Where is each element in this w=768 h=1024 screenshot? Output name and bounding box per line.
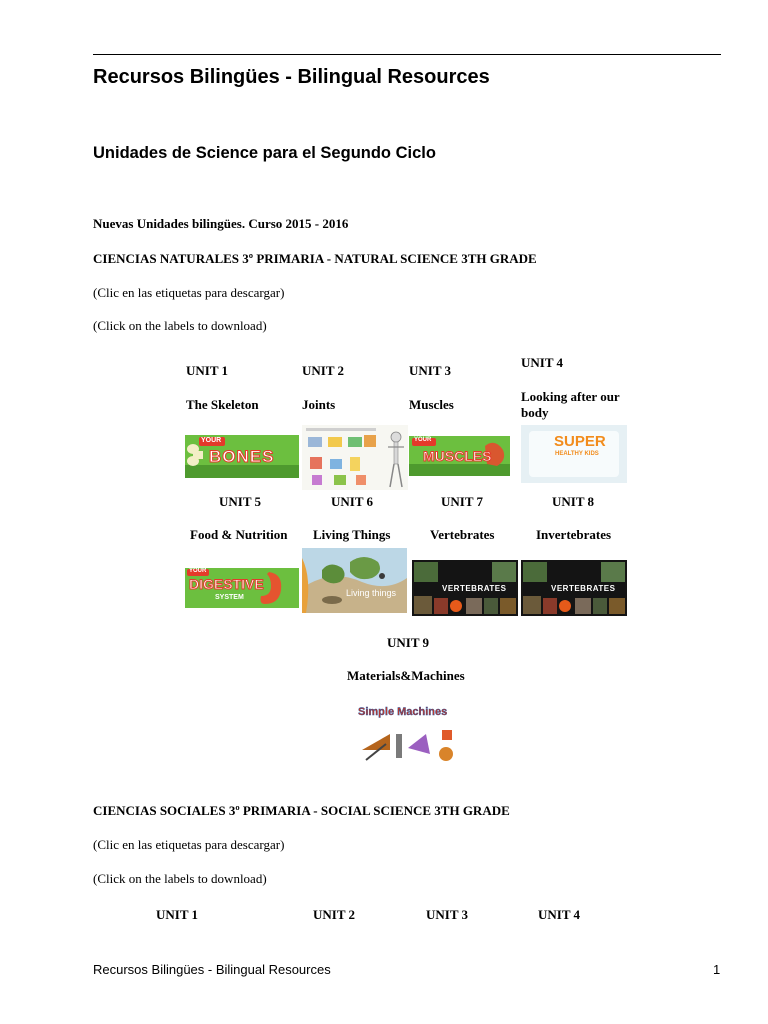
- unit-5-topic[interactable]: Food & Nutrition: [190, 527, 288, 542]
- unit-4-thumbnail[interactable]: [521, 425, 627, 483]
- social-unit-2-label[interactable]: UNIT 2: [313, 907, 356, 922]
- unit-8-label[interactable]: UNIT 8: [552, 494, 595, 509]
- unit-1-label[interactable]: UNIT 1: [186, 363, 229, 378]
- unit-4-topic[interactable]: Looking after our body: [521, 389, 620, 420]
- natural-note-en: (Click on the labels to download): [93, 318, 267, 333]
- unit-1-thumb-tag: YOUR: [201, 437, 222, 444]
- unit-7-thumb-text: VERTEBRATES: [442, 584, 507, 593]
- unit-1-topic[interactable]: The Skeleton: [186, 397, 259, 412]
- course-line: Nuevas Unidades bilingües. Curso 2015 - 2016: [93, 216, 349, 231]
- unit-7-thumbnail[interactable]: [412, 560, 518, 616]
- social-unit-3-label[interactable]: UNIT 3: [426, 907, 469, 922]
- natural-note-es: (Clic en las etiquetas para descargar): [93, 285, 285, 300]
- unit-2-thumbnail[interactable]: [302, 425, 408, 490]
- joints-diagram-icon: [302, 425, 408, 490]
- unit-7-label[interactable]: UNIT 7: [441, 494, 484, 509]
- unit-8-topic[interactable]: Invertebrates: [536, 527, 612, 542]
- natural-science-heading: CIENCIAS NATURALES 3º PRIMARIA - NATURAL SCIENCE 3TH GRADE: [93, 251, 537, 266]
- unit-1-thumb-text: BONES: [209, 447, 275, 466]
- social-note-en: (Click on the labels to download): [93, 871, 267, 886]
- unit-5-thumb-sub: SYSTEM: [215, 594, 244, 601]
- unit-5-thumbnail[interactable]: [185, 568, 299, 608]
- unit-1-thumbnail[interactable]: [185, 435, 299, 478]
- unit-2-topic[interactable]: Joints: [302, 397, 336, 412]
- social-unit-4-label[interactable]: UNIT 4: [538, 907, 581, 922]
- unit-3-label[interactable]: UNIT 3: [409, 363, 452, 378]
- footer-text: Recursos Bilingües - Bilingual Resources: [93, 962, 331, 977]
- unit-3-thumb-text: MUSCLES: [423, 448, 492, 464]
- unit-3-thumb-tag: YOUR: [414, 437, 432, 443]
- header-rule: [93, 54, 721, 55]
- unit-4-thumb-text: SUPER: [554, 433, 606, 450]
- unit-4-label[interactable]: UNIT 4: [521, 355, 564, 370]
- unit-2-label[interactable]: UNIT 2: [302, 363, 345, 378]
- document-title: Recursos Bilingües - Bilingual Resources: [93, 66, 490, 88]
- unit-5-thumb-tag: YOUR: [189, 568, 207, 574]
- unit-8-thumb-text: VERTEBRATES: [551, 584, 616, 593]
- unit-6-label[interactable]: UNIT 6: [331, 494, 374, 509]
- unit-5-label[interactable]: UNIT 5: [219, 494, 262, 509]
- unit-9-topic[interactable]: Materials&Machines: [347, 668, 465, 683]
- document-subtitle: Unidades de Science para el Segundo Ciclo: [93, 144, 436, 162]
- unit-4-thumb-sub: HEALTHY KIDS: [555, 451, 599, 457]
- living-things-icon: [302, 548, 407, 613]
- unit-6-thumbnail[interactable]: [302, 548, 407, 613]
- social-unit-1-label[interactable]: UNIT 1: [156, 907, 199, 922]
- unit-7-topic[interactable]: Vertebrates: [430, 527, 495, 542]
- unit-3-topic[interactable]: Muscles: [409, 397, 454, 412]
- unit-9-thumb-text: Simple Machines: [358, 706, 448, 718]
- unit-6-thumb-text: Living things: [346, 588, 397, 598]
- unit-3-thumbnail[interactable]: [409, 436, 510, 476]
- social-science-heading: CIENCIAS SOCIALES 3º PRIMARIA - SOCIAL SCIENCE 3TH GRADE: [93, 803, 510, 818]
- unit-9-thumbnail[interactable]: [356, 704, 464, 768]
- unit-6-topic[interactable]: Living Things: [313, 527, 391, 542]
- social-note-es: (Clic en las etiquetas para descargar): [93, 837, 285, 852]
- unit-8-thumbnail[interactable]: [521, 560, 627, 616]
- unit-5-thumb-text: DIGESTIVE: [189, 576, 264, 592]
- page-number: 1: [713, 962, 721, 977]
- unit-9-label[interactable]: UNIT 9: [387, 635, 430, 650]
